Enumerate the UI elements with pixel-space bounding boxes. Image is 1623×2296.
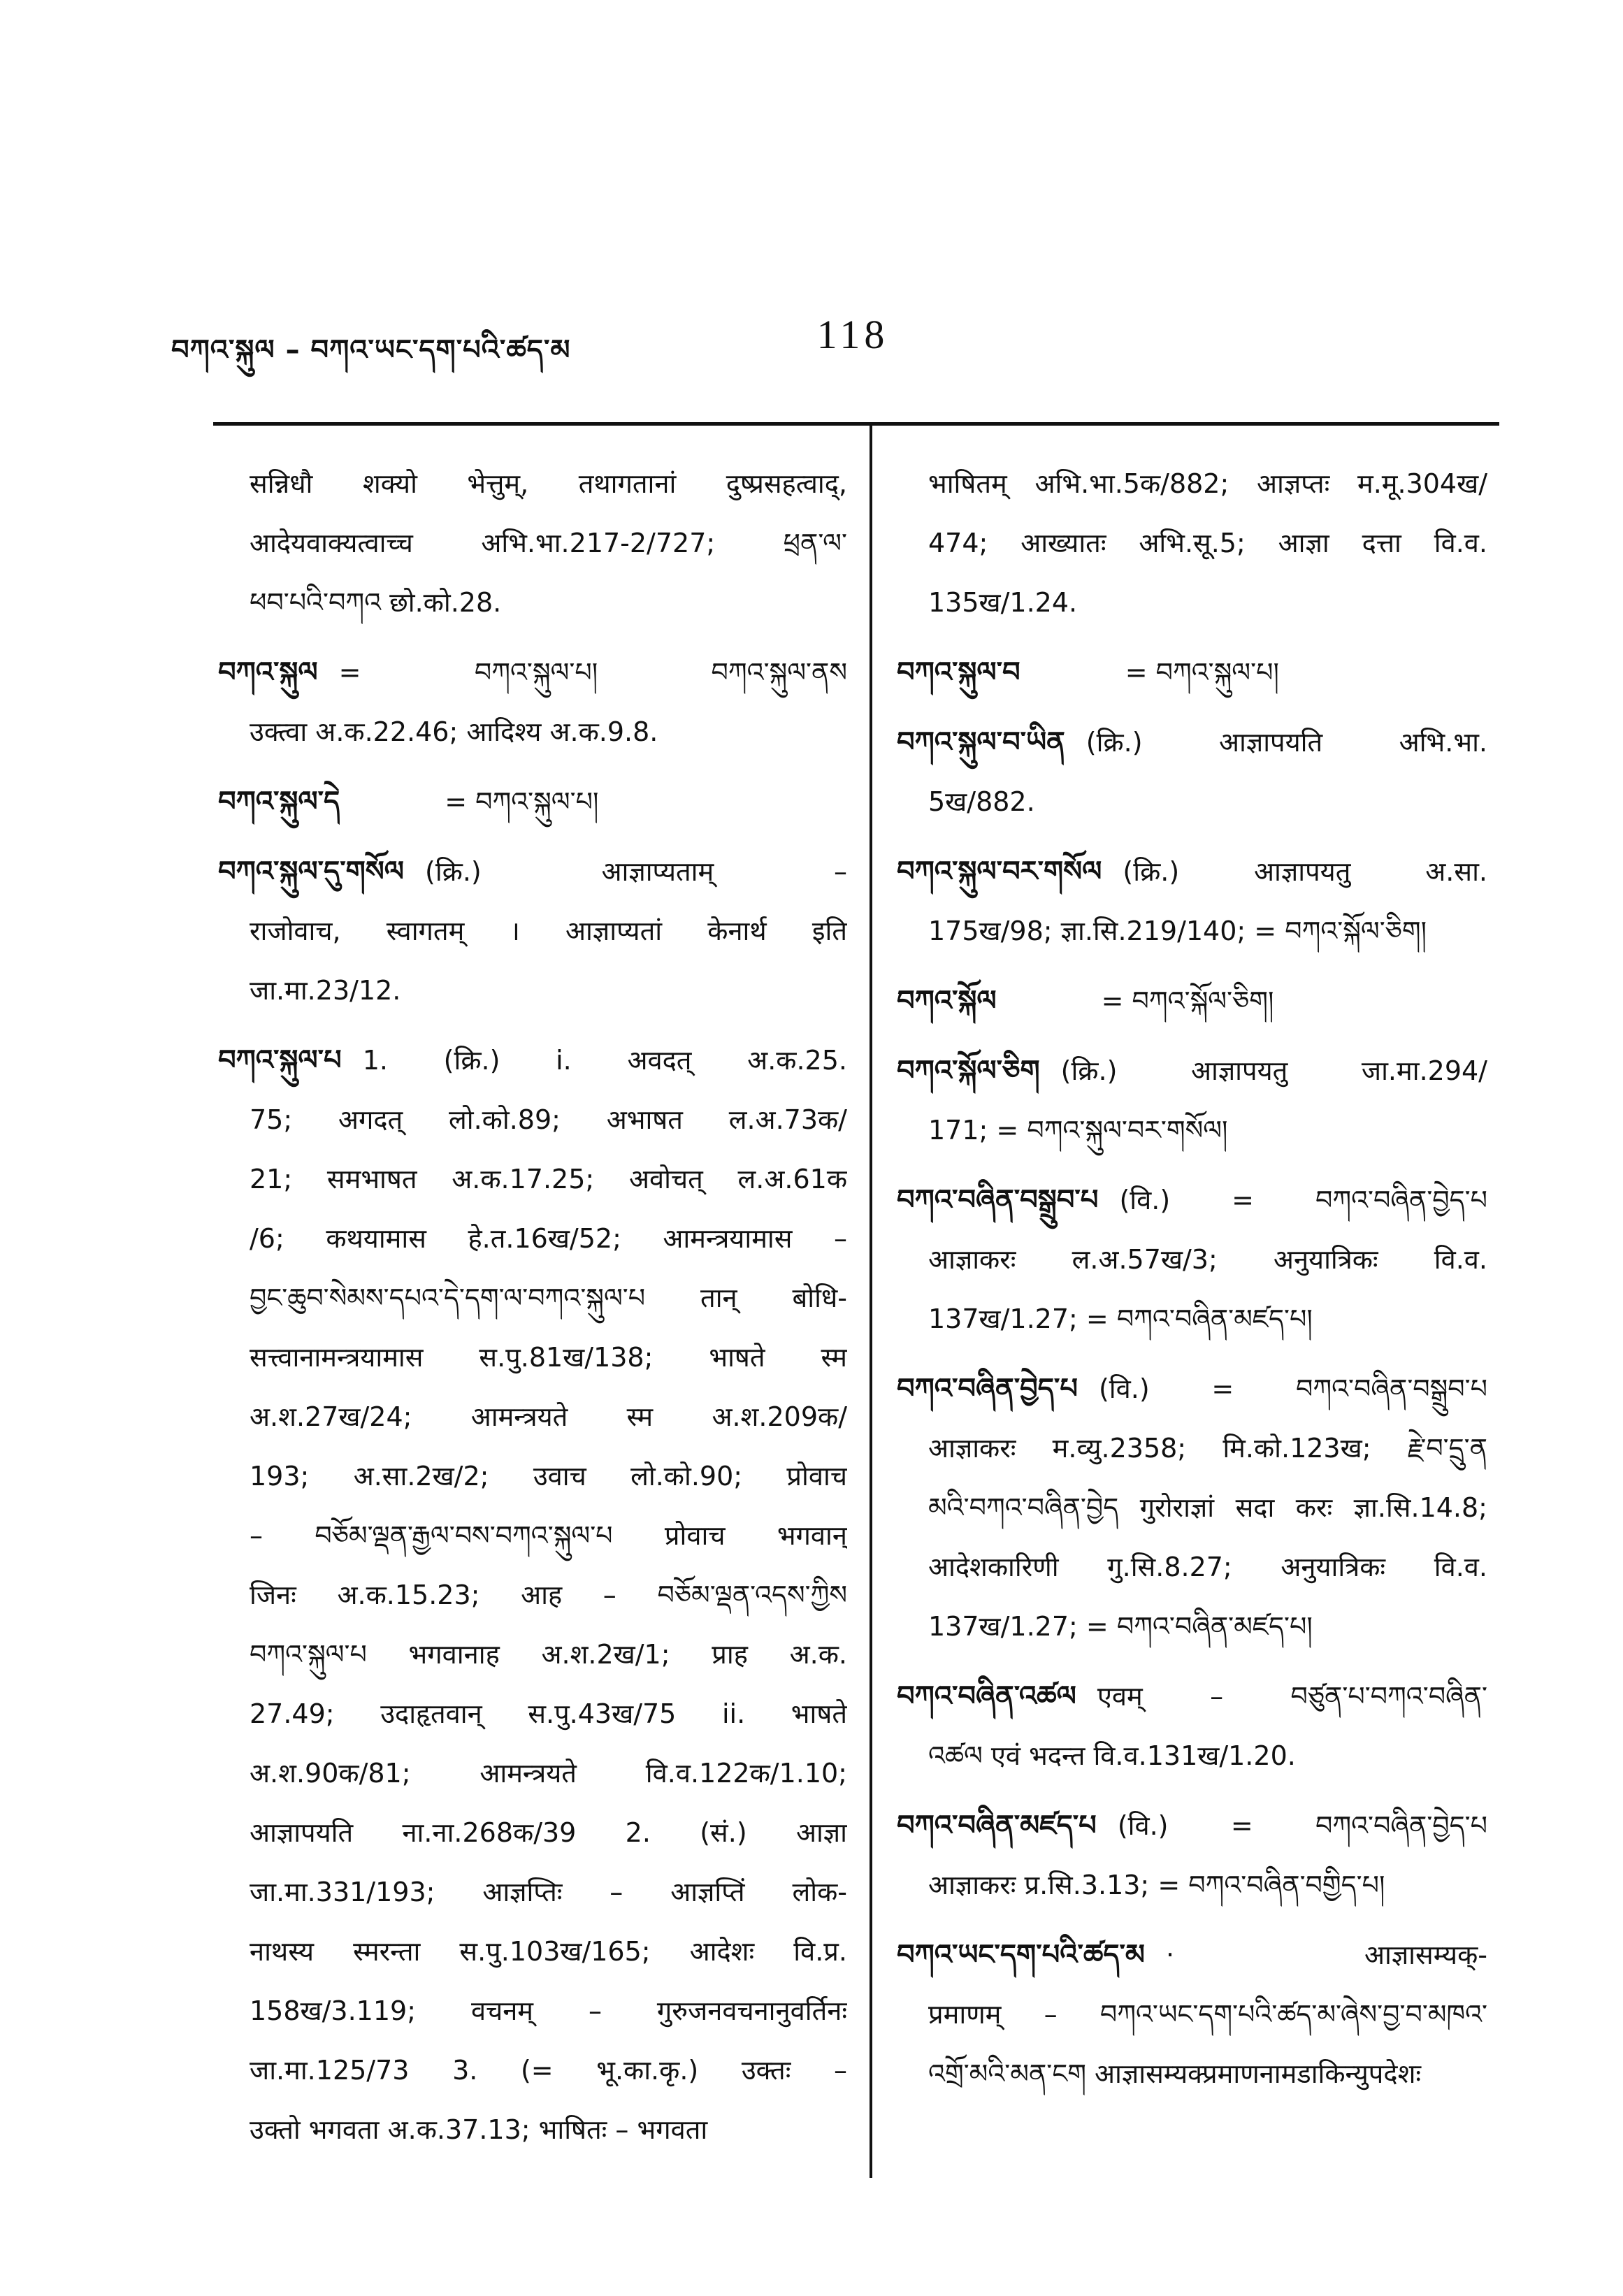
dictionary-entry (218, 842, 847, 1020)
entry-continuation (897, 454, 1487, 633)
entry-text: एवम् – བཙུན་པ་བཀའ་བཞིན་ (1097, 1681, 1487, 1712)
entry-text: अ.श.27ख/24; आमन्त्रयते स्म अ.श.209क/ (250, 1401, 847, 1432)
entry-text: (वि.) = བཀའ་བཞིན་བསྒྲུབ་པ (1098, 1373, 1487, 1404)
headword: བཀའ་སྐུལ་པ (218, 1044, 342, 1076)
text-line (897, 1478, 1487, 1538)
entry-text: अ.श.90क/81; आमन्त्रयते वि.व.122क/1.10; (250, 1758, 847, 1789)
text-line (897, 1796, 1487, 1856)
text-line (897, 902, 1487, 961)
text-line (218, 1269, 847, 1328)
dictionary-entry (897, 1796, 1487, 1915)
text-line (897, 972, 1487, 1031)
entry-text: आज्ञाकरः म.व्यु.2358; मि.को.123ख; རྗེ་བ་དྲུ་ན (928, 1433, 1487, 1464)
text-line (218, 514, 847, 573)
entry-text: 474; आख्यातः अभि.सू.5; आज्ञा दत्ता वि.व. (928, 528, 1487, 558)
text-line (897, 2044, 1487, 2104)
page-number: 118 (816, 312, 889, 357)
text-line (218, 1981, 847, 2041)
entry-text: བྱང་ཆུབ་སེམས་དཔའ་དེ་དག་ལ་བཀའ་སྐུལ་པ तान् बोधि- (250, 1283, 847, 1313)
text-line (218, 1863, 847, 1922)
entry-text: राजोवाच, स्वागतम् । आज्ञाप्यतां केनार्थ इति (250, 916, 847, 946)
entry-text: མའི་བཀའ་བཞིན་བྱེད गुरोराज्ञां सदा करः ज्ञा.सि.14.8; (928, 1492, 1487, 1523)
entry-text: आदेयवाक्यत्वाच्च अभि.भा.217-2/727; ཕྲན་ལ་ (250, 528, 847, 558)
dictionary-entry (897, 643, 1487, 702)
text-line (218, 1625, 847, 1684)
headword: བཀའ་བཞིན་བྱེད་པ (897, 1373, 1078, 1405)
entry-text: सत्त्वानामन्त्रयामास स.पु.81ख/138; भाषते स्म (250, 1342, 847, 1373)
headword: བཀའ་ཡང་དག་པའི་ཚད་མ (897, 1939, 1145, 1971)
entry-text: 137ख/1.27; = བཀའ་བཞིན་མཛད་པ། (928, 1611, 1313, 1642)
dictionary-entry (897, 1041, 1487, 1160)
headword: བཀའ་བཞིན་འཚལ (897, 1680, 1076, 1712)
header-rule (213, 422, 1499, 426)
text-line (897, 842, 1487, 902)
entry-text: जिनः अ.क.15.23; आह – བཅོམ་ལྡན་འདས་ཀྱིས (250, 1580, 847, 1610)
text-line (897, 1419, 1487, 1478)
entry-text: = བཀའ་སྐུལ་པ། བཀའ་སྐུལ་ནས (338, 657, 847, 688)
entry-text: 5ख/882. (928, 786, 1035, 817)
dictionary-entry (897, 1359, 1487, 1656)
text-line (897, 713, 1487, 772)
entry-text: (क्रि.) आज्ञापयतु जा.मा.294/ (1060, 1055, 1487, 1086)
entry-text: 21; समभाषत अ.क.17.25; अवोचत् ल.अ.61क (250, 1164, 847, 1194)
text-line (218, 1744, 847, 1803)
text-line (218, 1922, 847, 1981)
entry-text: सन्निधौ शक्यो भेत्तुम्, तथागतानां दुष्प्रसहत्वाद्, (250, 468, 847, 499)
text-line (897, 1726, 1487, 1786)
headword: བཀའ་སྐུལ་བར་གསོལ (897, 855, 1102, 888)
text-line (897, 1290, 1487, 1349)
text-line (218, 1803, 847, 1863)
entry-text: (वि.) = བཀའ་བཞིན་བྱེད་པ (1119, 1185, 1487, 1215)
entry-text: /6; कथयामास हे.त.16ख/52; आमन्त्रयामास – (250, 1223, 847, 1254)
text-line (897, 1985, 1487, 2044)
headword: བཀའ་སྐུལ་བ (897, 656, 1020, 688)
entry-text: जा.मा.125/73 3. (= भू.का.कृ.) उक्तः – (250, 2055, 847, 2086)
entry-text: उक्त्वा अ.क.22.46; आदिश्य अ.क.9.8. (250, 716, 658, 747)
entry-continuation (218, 454, 847, 633)
dictionary-entry (897, 972, 1487, 1031)
text-line (218, 1031, 847, 1090)
text-line (218, 1328, 847, 1387)
dictionary-entry (897, 1667, 1487, 1786)
entry-text: 137ख/1.27; = བཀའ་བཞིན་མཛད་པ། (928, 1304, 1313, 1334)
dictionary-entry (218, 643, 847, 762)
entry-text: 171; = བཀའ་སྐུལ་བར་གསོལ། (928, 1115, 1228, 1146)
text-line (218, 1506, 847, 1566)
headword: བཀའ་སྐོལ (897, 985, 997, 1017)
entry-text: (वि.) = བཀའ་བཞིན་བྱེད་པ (1117, 1810, 1487, 1841)
text-line (897, 454, 1487, 514)
headword: བཀའ་བཞིན་མཛད་པ (897, 1810, 1097, 1842)
text-line (897, 1667, 1487, 1726)
entry-text: (क्रि.) आज्ञापयतु अ.सा. (1123, 856, 1487, 887)
headword: བཀའ་སྐོལ་ཅིག (897, 1055, 1040, 1087)
text-line (897, 1856, 1487, 1915)
entry-text: जा.मा.23/12. (250, 975, 401, 1006)
text-line (897, 1041, 1487, 1101)
dictionary-entry (897, 1926, 1487, 2104)
entry-text: = བཀའ་སྐུལ་པ། (445, 786, 599, 817)
entry-text: – བཅོམ་ལྡན་རྒྱལ་བས་བཀའ་སྐུལ་པ प्रोवाच भगवान् (250, 1520, 847, 1551)
entry-text: (क्रि.) आज्ञाप्यताम् – (425, 856, 847, 887)
dictionary-entry (897, 713, 1487, 832)
dictionary-entry (897, 1171, 1487, 1349)
entry-text: नाथस्य स्मरन्ता स.पु.103ख/165; आदेशः वि.प्र. (250, 1936, 847, 1967)
entry-text: 1. (क्रि.) i. अवदत् अ.क.25. (362, 1045, 847, 1076)
text-line (218, 573, 847, 633)
text-line (218, 902, 847, 961)
text-line (218, 1209, 847, 1269)
headword: བཀའ་སྐུལ་དེ (218, 786, 340, 818)
entry-text: · आज्ञासम्यक्- (1165, 1940, 1487, 1970)
dictionary-entry (218, 1031, 847, 2160)
entry-text: 175ख/98; ज्ञा.सि.219/140; = བཀའ་སྐོལ་ཅིག། (928, 916, 1427, 946)
text-line (897, 1101, 1487, 1160)
text-line (897, 573, 1487, 633)
entry-text: འགྲོ་མའི་མན་ངག आज्ञासम्यक्प्रमाणनामडाकिन्युपदेशः (928, 2058, 1422, 2089)
entry-text: འཚལ एवं भदन्त वि.व.131ख/1.20. (928, 1740, 1296, 1771)
text-line (897, 1597, 1487, 1656)
entry-text: आज्ञापयति ना.ना.268क/39 2. (सं.) आज्ञा (250, 1817, 847, 1848)
text-line (218, 454, 847, 514)
entry-text: (क्रि.) आज्ञापयति अभि.भा. (1085, 727, 1487, 758)
entry-text: प्रमाणम् – བཀའ་ཡང་དག་པའི་ཚད་མ་ཞེས་བྱ་བ་མཁའ་ (928, 1999, 1487, 2030)
text-line (897, 643, 1487, 702)
entry-text: 135ख/1.24. (928, 587, 1078, 618)
entry-text: 158ख/3.119; वचनम् – गुरुजनवचनानुवर्तिनः (250, 1995, 847, 2026)
text-line (897, 1926, 1487, 1985)
entry-text: उक्तो भगवता अ.क.37.13; भाषितः – भगवता (250, 2114, 708, 2145)
headword: བཀའ་སྐུལ་བ་ཡིན (897, 726, 1065, 758)
text-line (218, 2041, 847, 2100)
text-line (897, 1359, 1487, 1419)
entry-text: आज्ञाकरः ल.अ.57ख/3; अनुयात्रिकः वि.व. (928, 1244, 1487, 1275)
text-line (218, 1447, 847, 1506)
text-line (218, 842, 847, 902)
entry-text: आज्ञाकरः प्र.सि.3.13; = བཀའ་བཞིན་བགྱིད་པ། (928, 1870, 1385, 1900)
dictionary-entry (218, 772, 847, 832)
text-line (897, 1230, 1487, 1290)
text-line (218, 1387, 847, 1447)
entry-text: आदेशकारिणी गु.सि.8.27; अनुयात्रिकः वि.व. (928, 1552, 1487, 1582)
headword: བཀའ་བཞིན་བསྒྲུབ་པ (897, 1184, 1099, 1216)
text-line (218, 1684, 847, 1744)
entry-text: བཀའ་སྐུལ་པ भगवानाह अ.श.2ख/1; प्राह अ.क. (250, 1639, 847, 1670)
entry-text: = བཀའ་སྐུལ་པ། (1125, 657, 1279, 688)
text-line (897, 772, 1487, 832)
text-line (218, 643, 847, 702)
text-line (897, 514, 1487, 573)
right-column (897, 454, 1487, 2114)
column-divider (870, 424, 872, 2178)
text-line (218, 1090, 847, 1150)
text-line (218, 961, 847, 1020)
text-line (218, 1150, 847, 1209)
text-line (218, 1566, 847, 1625)
text-line (897, 1171, 1487, 1230)
dictionary-entry (897, 842, 1487, 961)
entry-text: 27.49; उदाहृतवान् स.पु.43ख/75 ii. भाषते (250, 1698, 847, 1729)
headword: བཀའ་སྐུལ་དུ་གསོལ (218, 855, 404, 888)
entry-text: = བཀའ་སྐོལ་ཅིག། (1101, 985, 1274, 1016)
entry-text: भाषितम् अभि.भा.5क/882; आज्ञप्तः म.मू.304ख/ (928, 468, 1487, 499)
text-line (897, 1538, 1487, 1597)
left-column (218, 454, 847, 2170)
text-line (218, 702, 847, 762)
text-line (218, 772, 847, 832)
entry-text: 75; अगदत् लो.को.89; अभाषत ल.अ.73क/ (250, 1104, 847, 1135)
entry-text: 193; अ.सा.2ख/2; उवाच लो.को.90; प्रोवाच (250, 1461, 847, 1492)
text-line (218, 2100, 847, 2160)
entry-text: जा.मा.331/193; आज्ञप्तिः – आज्ञप्तिं लोक- (250, 1877, 847, 1907)
headword: བཀའ་སྐུལ (218, 656, 318, 688)
running-head: བཀའ་སྐུལ – བཀའ་ཡང་དག་པའི་ཚད་མ (171, 334, 571, 366)
entry-text: ཕབ་པའི་བཀའ छो.को.28. (250, 587, 502, 618)
